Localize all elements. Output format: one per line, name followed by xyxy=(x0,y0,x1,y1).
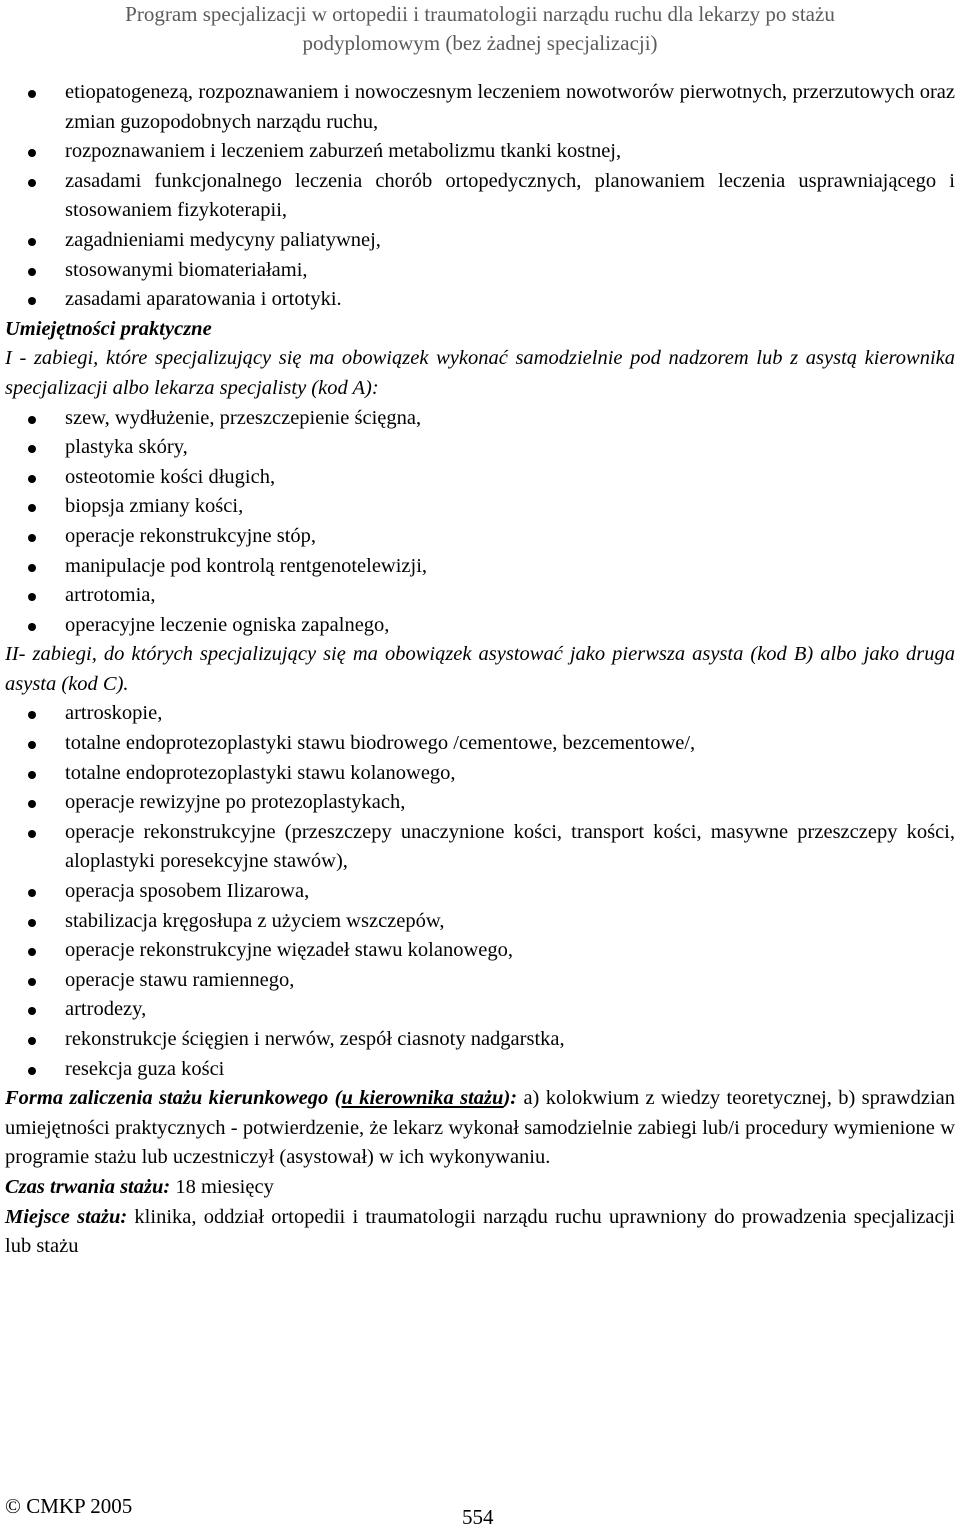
list-item: osteotomie kości długich, xyxy=(5,463,955,493)
list-item: operacje rekonstrukcyjne więzadeł stawu kolanowego, xyxy=(5,936,955,966)
list-item: rozpoznawaniem i leczeniem zaburzeń metabolizmu tkanki kostnej, xyxy=(5,137,955,167)
location-label: Miejsce stażu: xyxy=(5,1205,128,1228)
list-item: szew, wydłużenie, przeszczepienie ścięgna, xyxy=(5,404,955,434)
list-item: operacje rewizyjne po protezoplastykach, xyxy=(5,788,955,818)
footer-copyright: © CMKP 2005 xyxy=(5,1494,133,1518)
completion-label-start: Forma zaliczenia stażu kierunkowego ( xyxy=(5,1087,342,1110)
completion-paragraph xyxy=(5,1084,955,1173)
list-item: zasadami funkcjonalnego leczenia chorób ortopedycznych, planowaniem leczenia usprawniającego i stosowaniem fizykoterapii, xyxy=(5,167,955,226)
section-title-skills: Umiejętności praktyczne xyxy=(5,317,212,340)
document-body xyxy=(5,78,955,1262)
duration-label: Czas trwania stażu: xyxy=(5,1175,171,1198)
list-item: stosowanymi biomateriałami, xyxy=(5,256,955,286)
header-line-1: Program specjalizacji w ortopedii i traumatologii narządu ruchu dla lekarzy po stażu xyxy=(125,2,835,26)
duration-paragraph xyxy=(5,1173,955,1203)
list-item: zagadnieniami medycyny paliatywnej, xyxy=(5,226,955,256)
list-item: biopsja zmiany kości, xyxy=(5,492,955,522)
completion-label-end: ): xyxy=(503,1087,518,1110)
list-item: artrodezy, xyxy=(5,995,955,1025)
location-value: klinika, oddział ortopedii i traumatologii narządu ruchu uprawniony do prowadzenia specjalizacji lub stażu xyxy=(5,1205,955,1258)
list-item: operacyjne leczenie ogniska zapalnego, xyxy=(5,611,955,641)
list-item: operacje stawu ramiennego, xyxy=(5,966,955,996)
list-item: plastyka skóry, xyxy=(5,433,955,463)
list-item: totalne endoprotezoplastyki stawu biodrowego /cementowe, bezcementowe/, xyxy=(5,729,955,759)
list-item: artroskopie, xyxy=(5,699,955,729)
list-item: stabilizacja kręgosłupa z użyciem wszczepów, xyxy=(5,907,955,937)
completion-label-underlined: u kierownika stażu xyxy=(341,1087,504,1110)
list-item: zasadami aparatowania i ortotyki. xyxy=(5,285,955,315)
list-item: operacje rekonstrukcyjne (przeszczepy unaczynione kości, transport kości, masywne przeszczepy kości, aloplastyki poresekcyjne stawów), xyxy=(5,818,955,877)
group2-list xyxy=(5,699,955,1084)
list-item: manipulacje pod kontrolą rentgenotelewizji, xyxy=(5,552,955,582)
list-item: etiopatogenezą, rozpoznawaniem i nowoczesnym leczeniem nowotworów pierwotnych, przerzutowych oraz zmian guzopodobnych narządu ruchu, xyxy=(5,78,955,137)
list-item: totalne endoprotezoplastyki stawu kolanowego, xyxy=(5,759,955,789)
group1-list xyxy=(5,404,955,641)
intro-list xyxy=(5,78,955,315)
list-item: artrotomia, xyxy=(5,581,955,611)
page-header xyxy=(0,0,960,58)
group1-intro: I - zabiegi, które specjalizujący się ma obowiązek wykonać samodzielnie pod nadzorem lub z asystą kierownika specjalizacji albo lekarza specjalisty (kod A): xyxy=(5,347,955,399)
list-item: operacja sposobem Ilizarowa, xyxy=(5,877,955,907)
header-line-2: podyplomowym (bez żadnej specjalizacji) xyxy=(302,31,658,55)
location-paragraph xyxy=(5,1203,955,1262)
list-item: rekonstrukcje ścięgien i nerwów, zespół ciasnoty nadgarstka, xyxy=(5,1025,955,1055)
list-item: resekcja guza kości xyxy=(5,1055,955,1085)
completion-text: a) kolokwium z wiedzy teoretycznej, b) sprawdzian umiejętności praktycznych - potwierdzenie, że lekarz wykonał samodzielnie zabiegi lub/i procedury wymienione w programie stażu lub uczestniczył (asystował) w ich wykonywaniu. xyxy=(5,1087,956,1169)
list-item: operacje rekonstrukcyjne stóp, xyxy=(5,522,955,552)
group2-intro: II- zabiegi, do których specjalizujący się ma obowiązek asystować jako pierwsza asysta (kod B) albo jako druga asysta (kod C). xyxy=(5,643,955,695)
page-number: 554 xyxy=(462,1505,494,1529)
duration-value: 18 miesięcy xyxy=(170,1175,274,1198)
completion-label xyxy=(5,1087,517,1109)
